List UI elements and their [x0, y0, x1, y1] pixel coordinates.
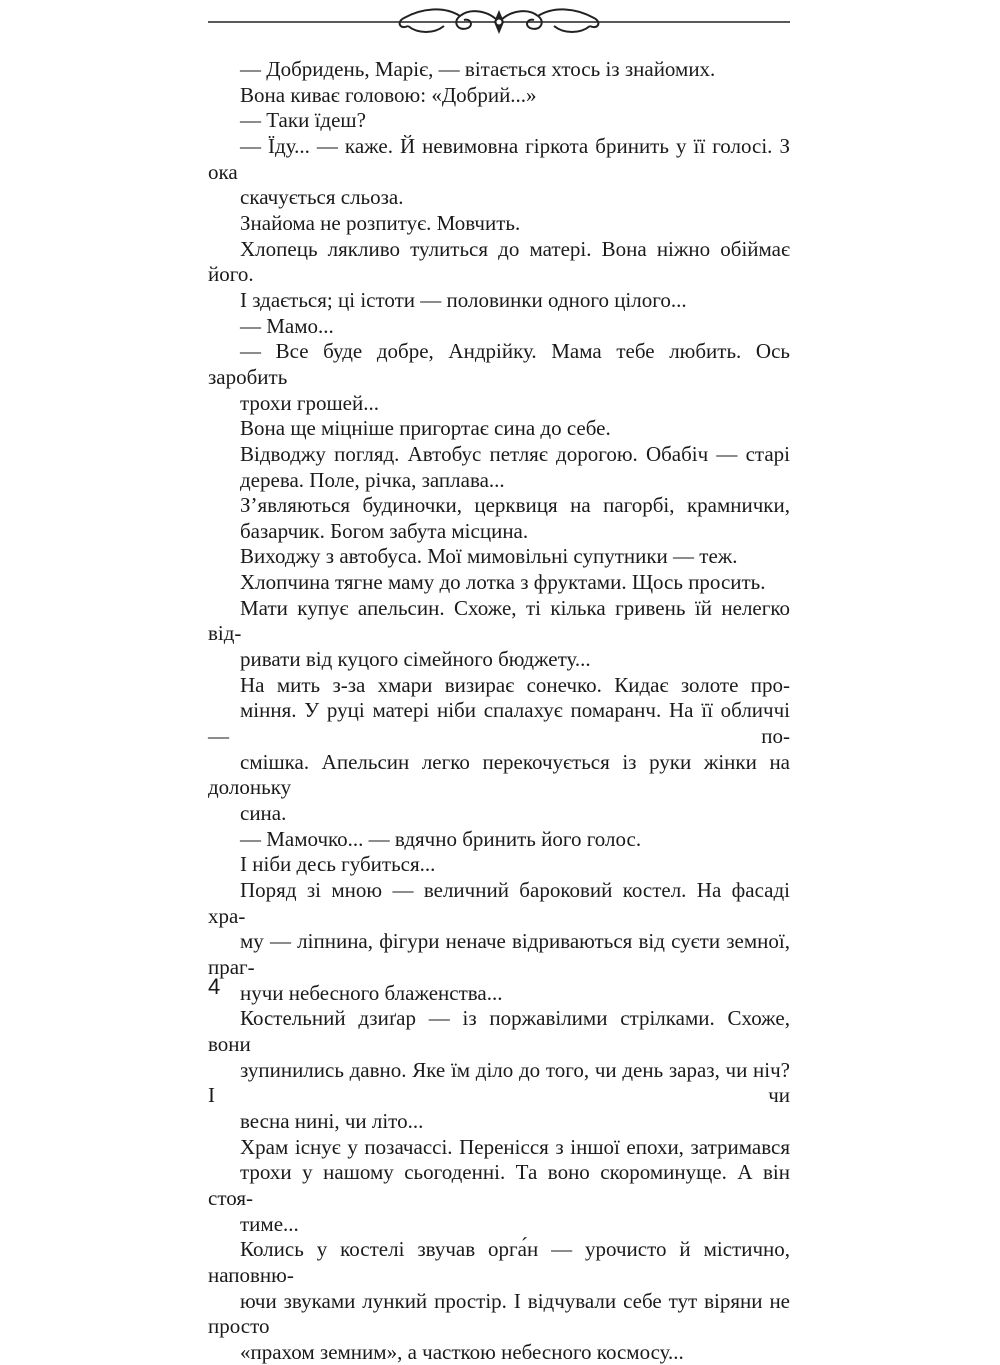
text-line: Вона ще міцніше пригортає сина до себе.: [240, 416, 611, 441]
paragraph: [208, 852, 790, 878]
text-line: На мить з-за хмари визирає сонечко. Кидає золоте про-: [240, 672, 790, 697]
paragraph: [208, 134, 790, 211]
paragraph: [208, 1135, 790, 1238]
text-line: «прахом земним», а часткою небесного космосу...: [240, 1339, 684, 1364]
text-line: трохи у нашому сьогоденні. Та воно скороминуще. А він стоя-: [208, 1160, 790, 1210]
text-line: Поряд зі мною — величний бароковий костел. На фасаді хра-: [208, 878, 790, 928]
paragraph: [208, 416, 790, 442]
text-line: І ніби десь губиться...: [240, 852, 436, 877]
paragraph: [208, 339, 790, 416]
text-line: Мати купує апельсин. Схоже, ті кілька гривень їй нелегко від-: [208, 595, 790, 646]
paragraph: [208, 673, 790, 827]
text-line: му — ліпнина, фігури неначе відриваються від суєти земної, праг-: [208, 929, 790, 979]
text-line: дерева. Поле, річка, заплава...: [240, 467, 505, 492]
text-line: — Добридень, Маріє, — вітається хтось із знайомих.: [240, 57, 716, 81]
text-line: тиме...: [240, 1211, 299, 1236]
text-line: весна нині, чи літо...: [240, 1108, 424, 1133]
text-line: Костельний дзиґар — із поржавілими стрілками. Схоже, вони: [208, 1006, 790, 1056]
text-line: зупинились давно. Яке їм діло до того, чи день зараз, чи ніч? І чи: [208, 1057, 790, 1108]
text-line: — Мамочко... — вдячно бринить його голос.: [240, 826, 642, 851]
text-line: — Їду... — каже. Й невимовна гіркота бринить у її голосі. З ока: [208, 133, 790, 184]
text-line: — Мамо...: [240, 313, 334, 338]
decorative-flourish-icon: [208, 2, 790, 42]
text-line: смішка. Апельсин легко перекочується із руки жінки на долоньку: [208, 749, 790, 800]
paragraph: [208, 108, 790, 134]
text-line: І здається; ці істоти — половинки одного цілого...: [240, 287, 687, 312]
text-line: З’являються будиночки, церквиця на пагорбі, крамнички,: [240, 493, 790, 518]
header-ornament: [208, 2, 790, 42]
text-line: Колись у костелі звучав орга́н — урочисто й містично, наповню-: [208, 1237, 790, 1287]
paragraph: [208, 314, 790, 340]
paragraph: [208, 878, 790, 1006]
paragraph: [208, 237, 790, 314]
text-line: Хлопець лякливо тулиться до матері. Вона ніжно обіймає його.: [208, 236, 790, 287]
text-line: Храм існує у позачассі. Перенісся з іншої епохи, затримався: [240, 1134, 790, 1159]
text-line: Знайома не розпитує. Мовчить.: [240, 210, 521, 235]
paragraph: [208, 442, 790, 493]
paragraph: [208, 1237, 790, 1365]
text-line: ючи звуками лункий простір. І відчували себе тут віряни не просто: [208, 1288, 790, 1339]
text-line: — Все буде добре, Андрійку. Мама тебе любить. Ось заробить: [208, 339, 790, 389]
text-line: ривати від куцого сімейного бюджету...: [240, 647, 591, 672]
page-body-text: [208, 57, 790, 1365]
text-line: сина.: [240, 801, 287, 826]
paragraph: [208, 544, 790, 570]
page-number: 4: [208, 974, 221, 999]
paragraph: [208, 596, 790, 673]
text-line: Вона киває головою: «Добрий...»: [240, 82, 537, 107]
text-line: скачується сльоза.: [240, 185, 404, 210]
text-line: — Таки їдеш?: [240, 108, 366, 133]
paragraph: [208, 57, 790, 83]
paragraph: [208, 493, 790, 544]
paragraph: [208, 1006, 790, 1134]
text-line: базарчик. Богом забута місцина.: [240, 518, 529, 543]
text-line: Виходжу з автобуса. Мої мимовільні супутники — теж.: [240, 544, 738, 569]
text-line: міння. У руці матері ніби спалахує помаранч. На її обличчі — по-: [208, 698, 790, 749]
text-line: нучи небесного блаженства...: [240, 980, 503, 1005]
paragraph: [208, 211, 790, 237]
paragraph: [208, 83, 790, 109]
text-line: Відводжу погляд. Автобус петляє дорогою. Обабіч — старі: [240, 441, 790, 466]
text-line: Хлопчина тягне маму до лотка з фруктами. Щось просить.: [240, 570, 766, 595]
paragraph: [208, 827, 790, 853]
text-line: трохи грошей...: [240, 390, 379, 415]
paragraph: [208, 570, 790, 596]
